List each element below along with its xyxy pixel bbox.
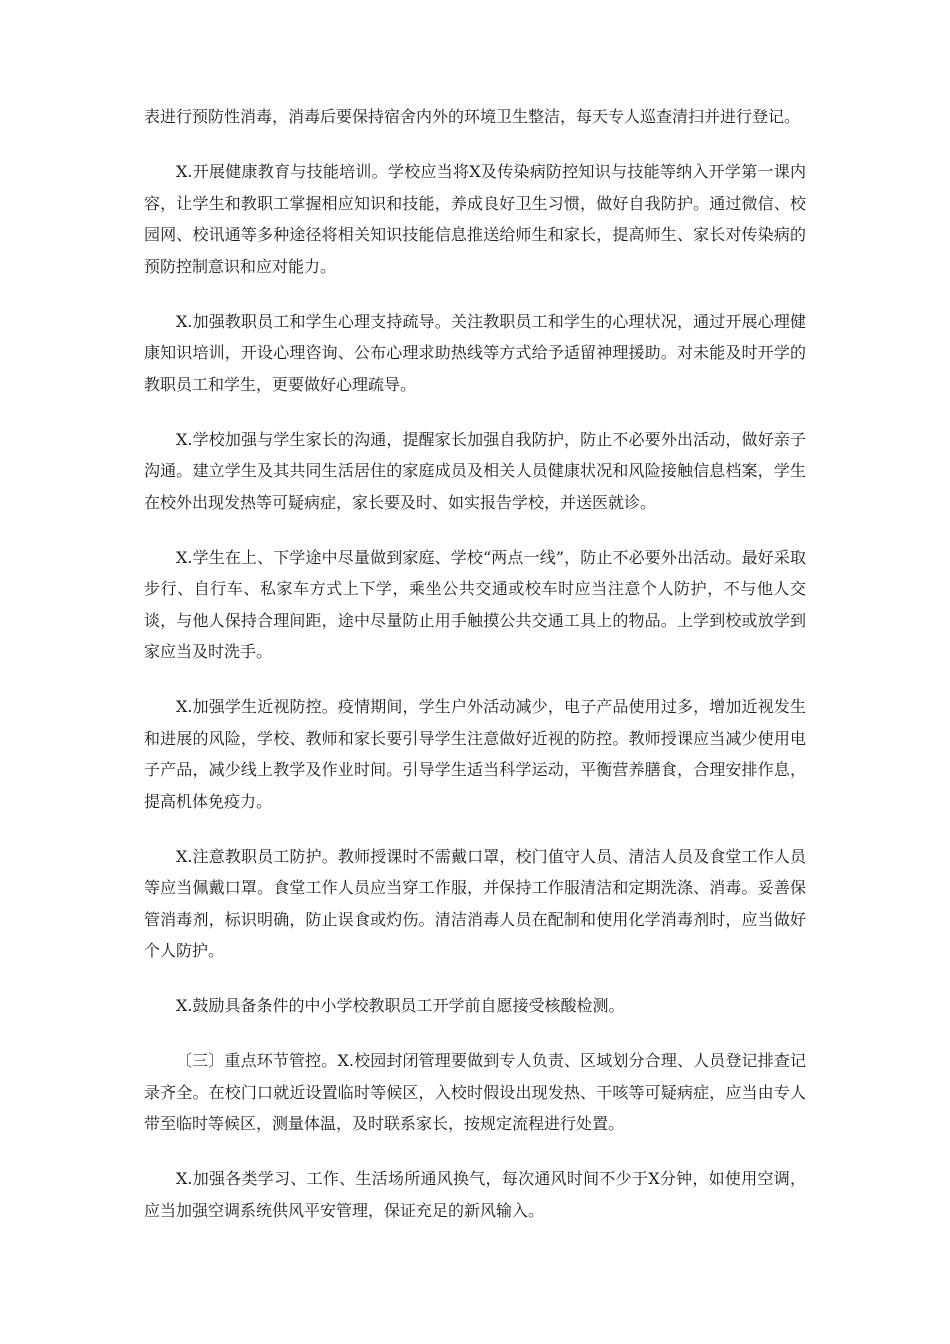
paragraph-ventilation: X.加强各类学习、工作、生活场所通风换气，每次通风时间不少于X分钟，如使用空调，应当加强空调系统供风平安管理，保证充足的新风输入。	[144, 1169, 806, 1220]
paragraph-health-education: X.开展健康教育与技能培训。学校应当将X及传染病防控知识与技能等纳入开学第一课内容，让学生和教职工掌握相应知识和技能，养成良好卫生习惯，做好自我防护。通过微信、校园网、校讯通等多种途径将相关知识技能信息推送给师生和家长，提高师生、家长对传染病的预防控制意识和应对能力。	[144, 162, 806, 276]
paragraph-staff-protection: X.注意教职员工防护。教师授课时不需戴口罩，校门值守人员、清洁人员及食堂工作人员等应当佩戴口罩。食堂工作人员应当穿工作服，并保持工作服清洁和定期洗涤、消毒。妥善保管消毒剂，标识明确，防止误食或灼伤。清洁消毒人员在配制和使用化学消毒剂时，应当做好个人防护。	[144, 846, 806, 960]
paragraph-parent-communication: X.学校加强与学生家长的沟通，提醒家长加强自我防护，防止不必要外出活动，做好亲子沟通。建立学生及其共同生活居住的家庭成员及相关人员健康状况和风险接触信息档案，学生在校外出现发热等可疑病症，家长要及时、如实报告学校，并送医就诊。	[144, 429, 806, 512]
paragraph-nucleic-acid-test: X.鼓励具备条件的中小学校教职员工开学前自愿接受核酸检测。	[176, 996, 625, 1015]
document-body	[144, 101, 806, 1250]
paragraph-continuation: 表进行预防性消毒，消毒后要保持宿舍内外的环境卫生整洁，每天专人巡查清扫并进行登记。	[144, 107, 801, 126]
paragraph-key-link-control: 〔三〕重点环节管控。X.校园封闭管理要做到专人负责、区域划分合理、人员登记排查记录齐全。在校门口就近设置临时等候区，入校时假设出现发热、干咳等可疑病症，应当由专人带至临时等候区，测量体温，及时联系家长，按规定流程进行处置。	[144, 1051, 806, 1133]
paragraph-myopia-prevention: X.加强学生近视防控。疫情期间，学生户外活动减少，电子产品使用过多，增加近视发生和进展的风险，学校、教师和家长要引导学生注意做好近视的防控。教师授课应当减少使用电子产品，减少线上教学及作业时间。引导学生适当科学运动，平衡营养膳食，合理安排作息，提高机体免疫力。	[144, 697, 806, 811]
paragraph-commute: X.学生在上、下学途中尽量做到家庭、学校“两点一线”，防止不必要外出活动。最好采取步行、自行车、私家车方式上下学，乘坐公共交通或校车时应当注意个人防护，不与他人交谈，与他人保持合理间距，途中尽量防止用手触摸公共交通工具上的物品。上学到校或放学到家应当及时洗手。	[144, 547, 806, 661]
paragraph-psychological-support: X.加强教职员工和学生心理支持疏导。关注教职员工和学生的心理状况，通过开展心理健康知识培训，开设心理咨询、公布心理求助热线等方式给予适留神理援助。对未能及时开学的教职员工和学生，更要做好心理疏导。	[144, 311, 806, 394]
